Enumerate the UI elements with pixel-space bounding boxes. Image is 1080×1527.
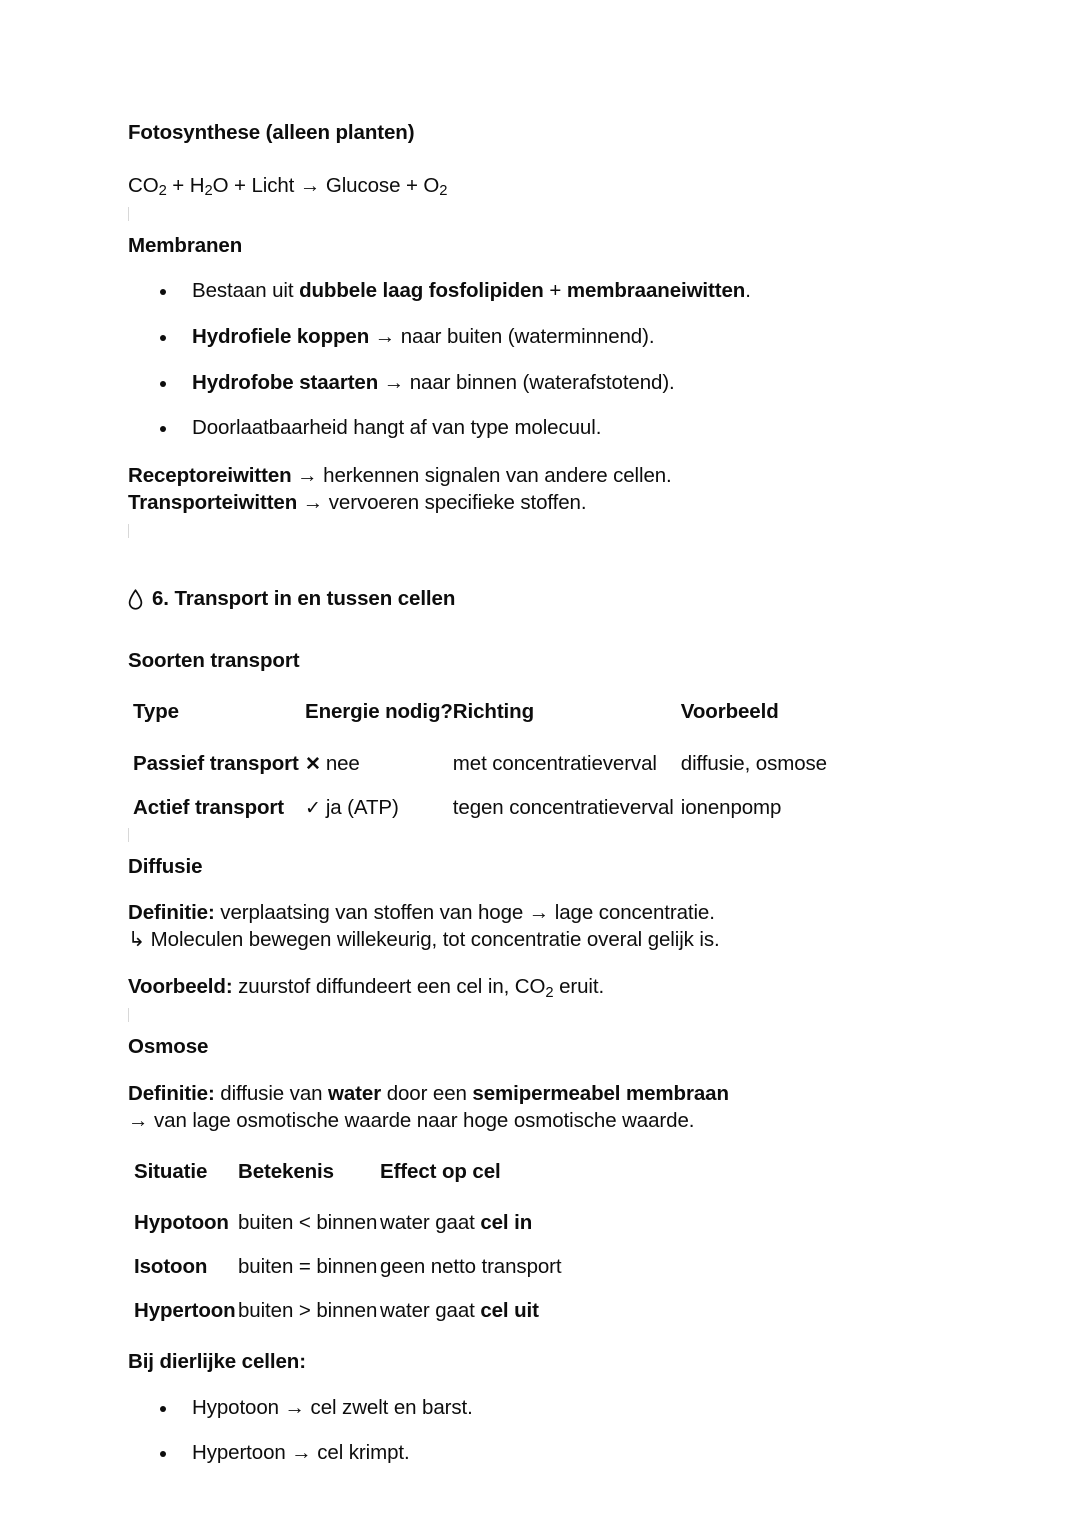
table-header-row bbox=[133, 700, 827, 752]
receptoreiwitten-term: Receptoreiwitten bbox=[128, 463, 292, 487]
equation-co: CO bbox=[128, 173, 159, 197]
voorbeeld-co2-subscript: 2 bbox=[545, 985, 554, 1002]
cell-situatie: Hypotoon bbox=[134, 1211, 229, 1235]
bullet-text-bold1: Hydrofobe staarten bbox=[192, 370, 379, 394]
transport-section-title: 6. Transport in en tussen cellen bbox=[152, 586, 456, 610]
cross-mark-icon: ✕ bbox=[305, 753, 321, 775]
bullet-text-suffix: . bbox=[745, 279, 751, 303]
table-row bbox=[134, 1299, 562, 1323]
spacer bbox=[128, 953, 952, 973]
spacer bbox=[128, 1134, 952, 1160]
spacer bbox=[128, 628, 952, 648]
cell-energie-text: ja (ATP) bbox=[325, 795, 399, 819]
bullet-text-mid: + bbox=[543, 279, 567, 303]
dierlijke-cellen-bullet-list bbox=[128, 1395, 952, 1467]
cell-effect-bold: cel in bbox=[480, 1211, 533, 1235]
spacer bbox=[128, 674, 952, 700]
bullet-text-mid: → naar binnen (waterafstotend). bbox=[378, 370, 675, 394]
cell-effect-text: geen netto transport bbox=[380, 1255, 562, 1279]
bullet-text-bold1: dubbele laag fosfolipiden bbox=[299, 279, 544, 303]
section-separator-4 bbox=[128, 1000, 952, 1034]
eiwitten-paragraph bbox=[128, 462, 952, 516]
section-separator-2 bbox=[128, 516, 952, 550]
voorbeeld-text-b: eruit. bbox=[553, 975, 605, 999]
bullet-text-mid: → naar buiten (waterminnend). bbox=[369, 324, 655, 348]
transport-table bbox=[133, 700, 827, 820]
definitie-text: verplaatsing van stoffen van hoge → lage concentratie. bbox=[214, 901, 715, 925]
diffusie-voorbeeld bbox=[128, 973, 952, 1000]
spacer bbox=[128, 879, 952, 899]
column-header-voorbeeld: Voorbeeld bbox=[680, 699, 779, 723]
cell-betekenis: buiten < binnen bbox=[238, 1211, 378, 1235]
cell-effect-bold: cel uit bbox=[480, 1299, 539, 1323]
cell-energie bbox=[305, 752, 453, 796]
bullet-text: Hypertoon → cel krimpt. bbox=[192, 1441, 410, 1465]
column-header-effect: Effect op cel bbox=[380, 1160, 501, 1184]
list-item bbox=[128, 415, 952, 442]
diffusie-definitie bbox=[128, 899, 952, 953]
cell-effect-text: water gaat bbox=[380, 1211, 481, 1235]
membranen-bullet-list bbox=[128, 278, 952, 442]
osmose-definitie-label: Definitie: bbox=[128, 1081, 215, 1105]
transporteiwitten-term: Transporteiwitten bbox=[128, 490, 298, 514]
equation-co-subscript: 2 bbox=[158, 183, 167, 200]
fotosynthese-equation bbox=[128, 172, 952, 199]
heading-dierlijke-cellen: Bij dierlijke cellen: bbox=[128, 1350, 306, 1374]
equation-o2-subscript: 2 bbox=[439, 183, 448, 200]
transporteiwitten-desc: → vervoeren specifieke stoffen. bbox=[297, 490, 587, 514]
list-item bbox=[128, 1395, 952, 1422]
bullet-dot-icon bbox=[160, 335, 166, 341]
bullet-dot-icon bbox=[160, 426, 166, 432]
osmose-definitie-line2: → van lage osmotische waarde naar hoge osmotische waarde. bbox=[128, 1109, 695, 1133]
bullet-dot-icon bbox=[160, 289, 166, 295]
bullet-text-bold2: membraaneiwitten bbox=[566, 279, 746, 303]
cell-voorbeeld: ionenpomp bbox=[680, 795, 782, 819]
table-header-row bbox=[134, 1160, 562, 1211]
osmose-definitie-bold-membraan: semipermeabel membraan bbox=[472, 1081, 729, 1105]
table-row bbox=[133, 752, 827, 796]
cell-betekenis: buiten = binnen bbox=[238, 1255, 378, 1279]
osmose-table bbox=[134, 1160, 562, 1323]
list-item bbox=[128, 324, 952, 351]
heading-osmose: Osmose bbox=[128, 1035, 209, 1059]
check-mark-icon: ✓ bbox=[305, 797, 321, 819]
heading-transport-section bbox=[128, 587, 952, 611]
spacer bbox=[128, 146, 952, 172]
column-header-richting: Richting bbox=[452, 699, 534, 723]
section-separator-3 bbox=[128, 820, 952, 854]
equation-plus-h: + H bbox=[166, 173, 205, 197]
cell-energie bbox=[305, 796, 453, 820]
equation-middle: O + Licht → Glucose + O bbox=[212, 173, 440, 197]
osmose-definitie-a: diffusie van bbox=[214, 1081, 329, 1105]
bullet-dot-icon bbox=[160, 1406, 166, 1412]
osmose-definitie-bold-water: water bbox=[328, 1081, 382, 1105]
subheading-soorten-transport: Soorten transport bbox=[128, 648, 300, 672]
spacer bbox=[128, 258, 952, 278]
heading-membranen: Membranen bbox=[128, 233, 243, 257]
bullet-text: Hypotoon → cel zwelt en barst. bbox=[192, 1395, 473, 1419]
diffusie-subnote: ↳ Moleculen bewegen willekeurig, tot concentratie overal gelijk is. bbox=[128, 928, 720, 952]
cell-energie-text: nee bbox=[325, 751, 360, 775]
cell-effect-text: water gaat bbox=[380, 1299, 481, 1323]
heading-fotosynthese: Fotosynthese (alleen planten) bbox=[128, 121, 415, 144]
osmose-definitie-b: door een bbox=[381, 1081, 473, 1105]
bullet-dot-icon bbox=[160, 381, 166, 387]
spacer bbox=[128, 1375, 952, 1395]
table-row bbox=[134, 1211, 562, 1255]
list-item bbox=[128, 278, 952, 305]
cell-situatie: Hypertoon bbox=[134, 1299, 236, 1323]
cell-situatie: Isotoon bbox=[134, 1255, 208, 1279]
cell-richting: met concentratieverval bbox=[452, 751, 657, 775]
table-row bbox=[133, 796, 827, 820]
spacer bbox=[128, 550, 952, 570]
spacer bbox=[128, 1323, 952, 1349]
column-header-type: Type bbox=[133, 699, 179, 723]
spacer bbox=[128, 442, 952, 462]
equation-h2o-subscript: 2 bbox=[204, 183, 213, 200]
osmose-definitie bbox=[128, 1080, 952, 1134]
bullet-text-prefix: Bestaan uit bbox=[192, 279, 300, 303]
voorbeeld-label: Voorbeeld: bbox=[128, 975, 233, 999]
column-header-energie: Energie nodig? bbox=[305, 699, 453, 723]
table-row bbox=[134, 1255, 562, 1299]
voorbeeld-text-a: zuurstof diffundeert een cel in, CO bbox=[232, 975, 546, 999]
section-separator-1 bbox=[128, 199, 952, 233]
cell-effect bbox=[380, 1299, 562, 1323]
column-header-situatie: Situatie bbox=[134, 1160, 208, 1184]
list-item bbox=[128, 1440, 952, 1467]
receptoreiwitten-desc: → herkennen signalen van andere cellen. bbox=[291, 463, 672, 487]
definitie-label: Definitie: bbox=[128, 901, 215, 925]
list-item bbox=[128, 370, 952, 397]
cell-effect bbox=[380, 1255, 562, 1299]
cell-type: Passief transport bbox=[133, 751, 299, 775]
cell-type: Actief transport bbox=[133, 795, 285, 819]
heading-diffusie: Diffusie bbox=[128, 854, 203, 878]
spacer bbox=[128, 1060, 952, 1080]
cell-voorbeeld: diffusie, osmose bbox=[680, 751, 827, 775]
water-droplet-icon bbox=[128, 589, 143, 610]
column-header-betekenis: Betekenis bbox=[238, 1160, 334, 1184]
bullet-dot-icon bbox=[160, 1451, 166, 1457]
bullet-text-prefix: Doorlaatbaarheid hangt af van type molecuul. bbox=[192, 416, 602, 440]
bullet-text-bold1: Hydrofiele koppen bbox=[192, 324, 370, 348]
cell-betekenis: buiten > binnen bbox=[238, 1299, 378, 1323]
cell-effect bbox=[380, 1211, 562, 1255]
cell-richting: tegen concentratieverval bbox=[452, 795, 674, 819]
